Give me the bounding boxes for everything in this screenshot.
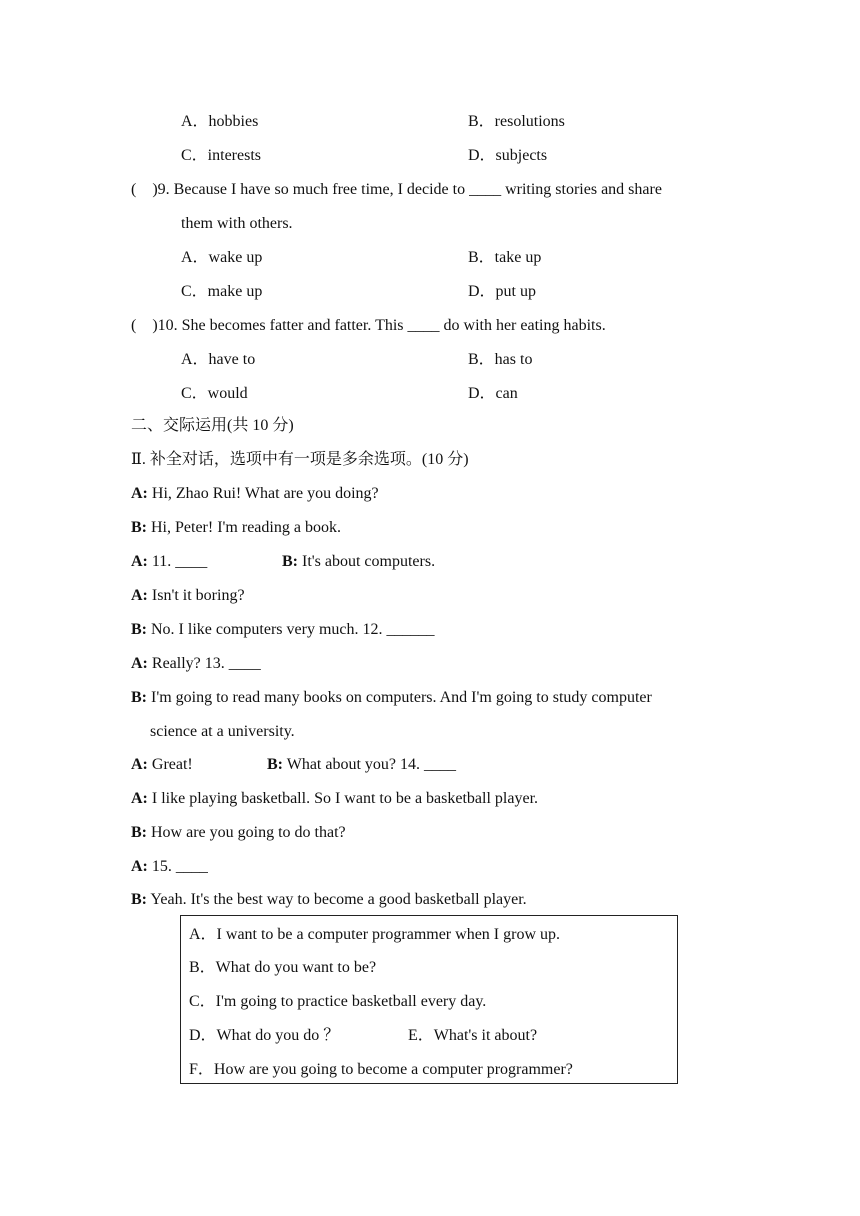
q9-option-b: B．take up: [468, 249, 542, 266]
speaker-label: B:: [282, 553, 298, 570]
dialogue-text: Isn't it boring?: [147, 587, 245, 604]
dialogue-line: [131, 857, 208, 877]
dialogue-line: [131, 484, 379, 504]
q8-option-a: A．hobbies: [181, 113, 259, 130]
dialogue-line: [131, 552, 207, 572]
section-instruction: Ⅱ. 补全对话，选项中有一项是多余选项。(10 分): [131, 451, 469, 468]
dialogue-line: [131, 823, 346, 843]
dialogue-line: [131, 688, 652, 708]
q9-option-d: D．put up: [468, 283, 537, 300]
speaker-label: A:: [131, 655, 148, 672]
dialogue-text: Great!: [147, 756, 193, 773]
dialogue-line: [131, 518, 341, 538]
dialogue-line: [131, 654, 261, 674]
dialogue-line: [282, 552, 435, 572]
option-c: C．I'm going to practice basketball every day.: [189, 993, 487, 1010]
q10-option-b: B．has to: [468, 351, 533, 368]
speaker-label: A:: [131, 587, 148, 604]
dialogue-text: Yeah. It's the best way to become a good basketball player.: [147, 891, 527, 908]
q9-option-c: C．make up: [181, 283, 263, 300]
dialogue-line-continued: science at a university.: [150, 723, 295, 740]
dialogue-text: Hi, Zhao Rui! What are you doing?: [147, 485, 379, 502]
dialogue-text: 11. ____: [147, 553, 208, 570]
dialogue-line: [131, 890, 527, 910]
dialogue-text: I'm going to read many books on computers. And I'm going to study computer: [147, 689, 652, 706]
speaker-label: B:: [131, 621, 147, 638]
q8-option-c: C．interests: [181, 147, 261, 164]
q9-option-a: A．wake up: [181, 249, 263, 266]
option-f: F．How are you going to become a computer programmer?: [189, 1061, 573, 1078]
q10-option-c: C．would: [181, 385, 248, 402]
dialogue-line: [131, 789, 538, 809]
dialogue-line: [131, 755, 193, 775]
dialogue-text: It's about computers.: [298, 553, 436, 570]
q10-option-a: A．have to: [181, 351, 256, 368]
q10-stem: ( )10. She becomes fatter and fatter. This ____ do with her eating habits.: [131, 317, 606, 334]
option-a: A．I want to be a computer programmer when I grow up.: [189, 926, 561, 943]
speaker-label: B:: [131, 519, 147, 536]
speaker-label: A:: [131, 790, 148, 807]
option-d: D．What do you do ？: [189, 1027, 340, 1044]
section-heading: 二、交际运用(共 10 分): [131, 417, 294, 434]
dialogue-line: [267, 755, 456, 775]
dialogue-text: I like playing basketball. So I want to be a basketball player.: [147, 790, 539, 807]
speaker-label: A:: [131, 858, 148, 875]
speaker-label: A:: [131, 553, 148, 570]
dialogue-text: Really? 13. ____: [147, 655, 261, 672]
option-b: B．What do you want to be?: [189, 959, 377, 976]
dialogue-line: [131, 620, 435, 640]
speaker-label: B:: [131, 824, 147, 841]
q10-option-d: D．can: [468, 385, 518, 402]
q9-stem-continued: them with others.: [181, 215, 293, 232]
q8-option-d: D．subjects: [468, 147, 548, 164]
dialogue-line: [131, 586, 245, 606]
dialogue-text: No. I like computers very much. 12. ______: [147, 621, 435, 638]
dialogue-text: How are you going to do that?: [147, 824, 346, 841]
q8-option-b: B．resolutions: [468, 113, 565, 130]
speaker-label: A:: [131, 756, 148, 773]
speaker-label: A:: [131, 485, 148, 502]
dialogue-text: What about you? 14. ____: [283, 756, 457, 773]
q9-stem: ( )9. Because I have so much free time, I decide to ____ writing stories and share: [131, 181, 662, 198]
speaker-label: B:: [131, 689, 147, 706]
option-e: E．What's it about?: [408, 1027, 538, 1044]
speaker-label: B:: [131, 891, 147, 908]
dialogue-text: 15. ____: [147, 858, 208, 875]
speaker-label: B:: [267, 756, 283, 773]
dialogue-text: Hi, Peter! I'm reading a book.: [147, 519, 341, 536]
